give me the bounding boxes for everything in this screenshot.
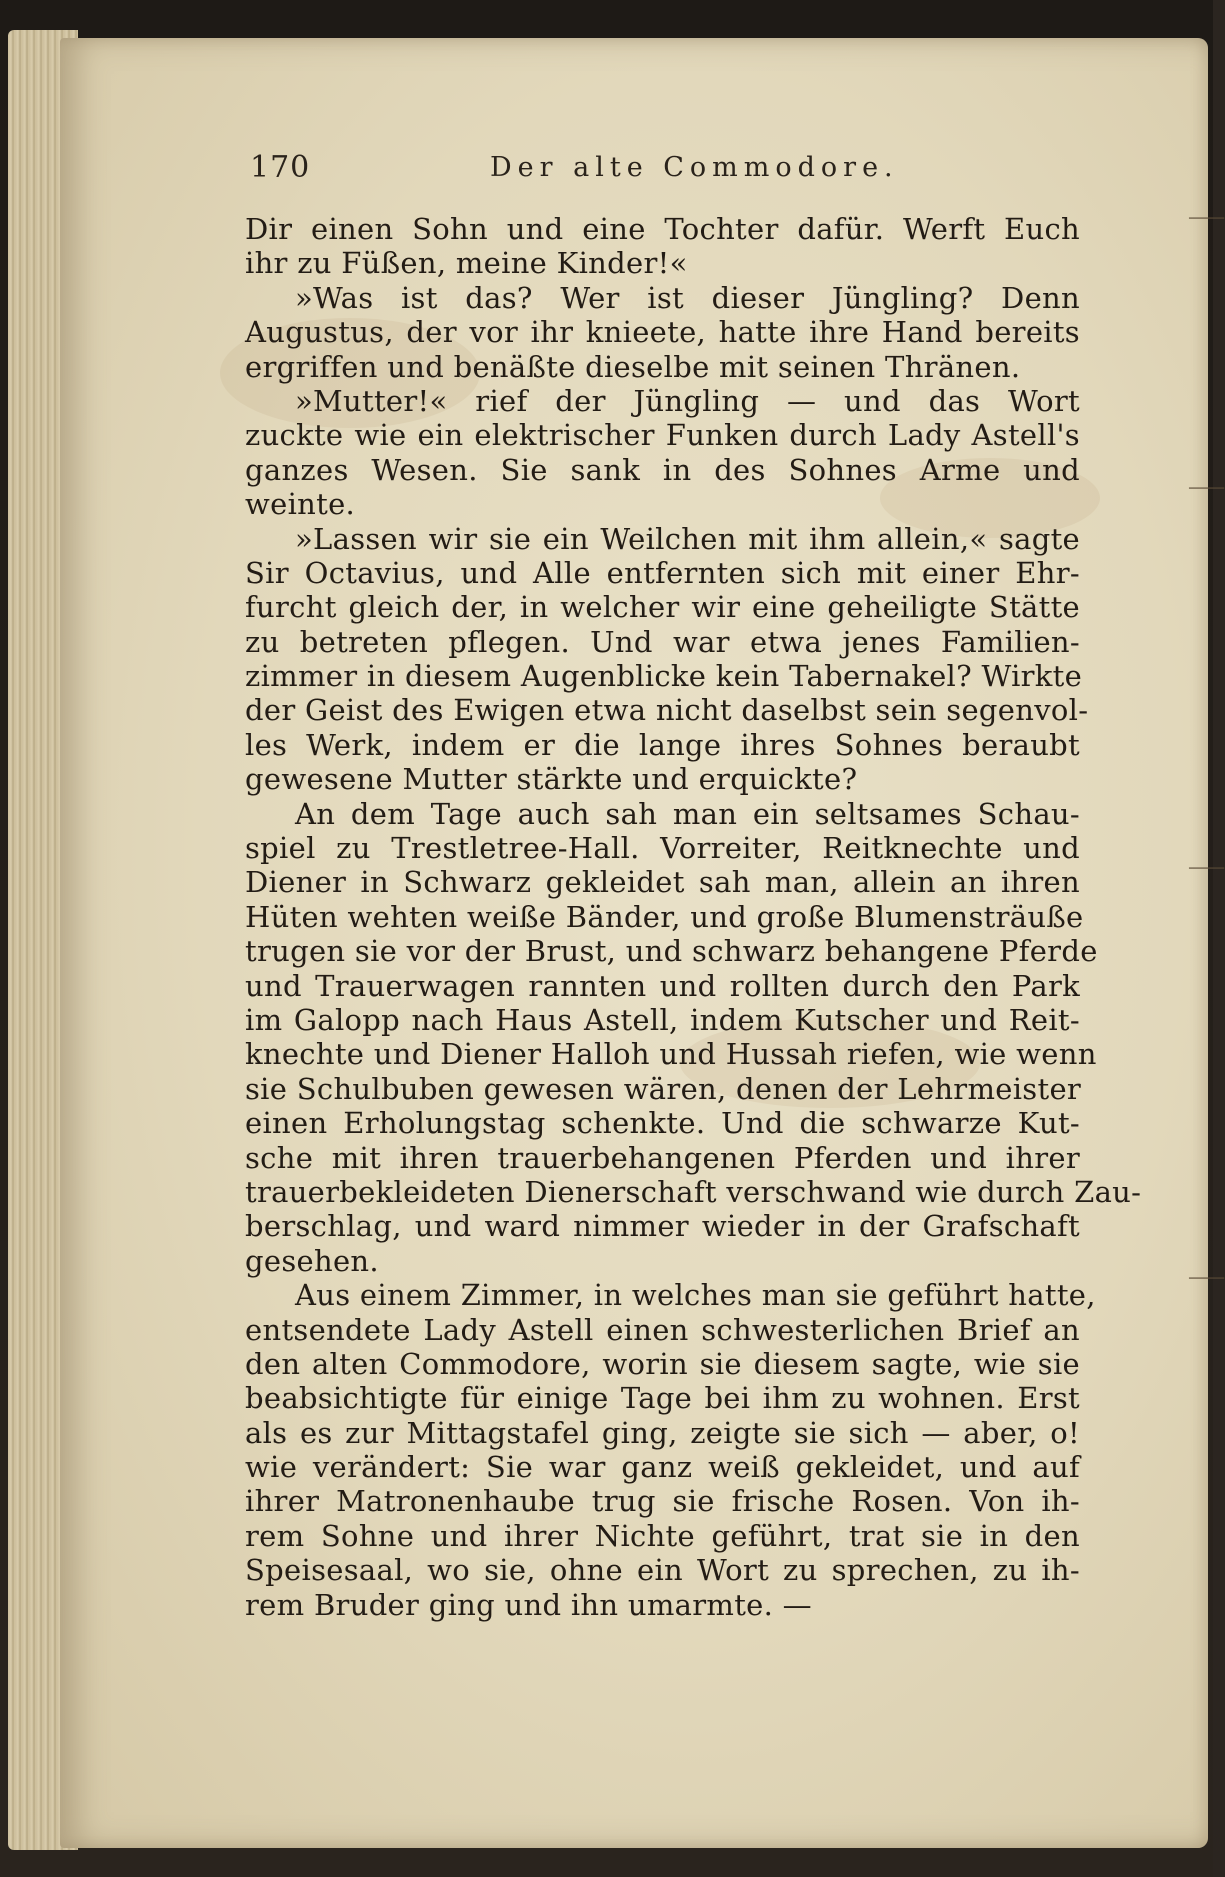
text-line: ergriffen und benäßte dieselbe mit seinen Thränen. (245, 349, 1021, 384)
running-title: Der alte Commodore. (490, 152, 899, 183)
text-line: knechte und Diener Halloh und Hussah riefen, wie wenn (245, 1037, 1097, 1072)
text-line: sche mit ihren trauerbehangenen Pferden und ihrer (245, 1140, 1080, 1175)
text-line: im Galopp nach Haus Astell, indem Kutscher und Reit- (245, 1002, 1080, 1037)
text-line: gewesene Mutter stärkte und erquickte? (245, 762, 858, 797)
text-line: ihrer Matronenhaube trug sie frische Rosen. Von ih- (245, 1484, 1080, 1519)
text-line: »Mutter!« rief der Jüngling — und das Wort (295, 383, 1080, 418)
text-line: Diener in Schwarz gekleidet sah man, allein an ihren (245, 865, 1080, 900)
text-line: der Geist des Ewigen etwa nicht daselbst sein segenvol- (245, 693, 1089, 728)
text-line: trauerbekleideten Dienerschaft verschwand wie durch Zau- (245, 1174, 1142, 1209)
text-line: den alten Commodore, worin sie diesem sagte, wie sie (245, 1346, 1080, 1381)
text-line: gesehen. (245, 1243, 379, 1278)
text-line: trugen sie vor der Brust, und schwarz behangene Pferde (245, 934, 1098, 969)
text-line: ihr zu Füßen, meine Kinder!« (245, 246, 688, 281)
text-line: wie verändert: Sie war ganz weiß gekleidet, und auf (245, 1450, 1080, 1485)
text-line: zimmer in diesem Augenblicke kein Tabernakel? Wirkte (245, 659, 1083, 694)
margin-mark: ⸺ (1188, 205, 1225, 230)
text-line: Dir einen Sohn und eine Tochter dafür. Werft Euch (245, 212, 1080, 246)
body-text (245, 212, 1142, 1622)
text-line: Augustus, der vor ihr knieete, hatte ihre Hand bereits (245, 315, 1080, 350)
text-line: als es zur Mittagstafel ging, zeigte sie sich — aber, o! (245, 1415, 1080, 1450)
text-line: zuckte wie ein elektrischer Funken durch Lady Astell's (245, 418, 1080, 453)
text-line: Speisesaal, wo sie, ohne ein Wort zu sprechen, zu ih- (245, 1553, 1080, 1588)
margin-mark: ⸺ (1188, 1265, 1225, 1290)
text-line: sie Schulbuben gewesen wären, denen der Lehrmeister (245, 1071, 1082, 1106)
text-line: ganzes Wesen. Sie sank in des Sohnes Arme und (245, 452, 1080, 487)
text-line: rem Sohne und ihrer Nichte geführt, trat sie in den (245, 1518, 1080, 1553)
text-line: »Lassen wir sie ein Weilchen mit ihm allein,« sagte (295, 521, 1080, 556)
text-line: beabsichtigte für einige Tage bei ihm zu wohnen. Erst (245, 1381, 1080, 1416)
margin-mark: ⸺ (1188, 855, 1225, 880)
text-line: berschlag, und ward nimmer wieder in der Grafschaft (245, 1209, 1080, 1244)
page-header (250, 150, 1100, 190)
page-number: 170 (250, 150, 311, 185)
text-line: Hüten wehten weiße Bänder, und große Blumensträuße (245, 899, 1084, 934)
text-line: Aus einem Zimmer, in welches man sie geführt hatte, (295, 1278, 1096, 1313)
text-line: furcht gleich der, in welcher wir eine geheiligte Stätte (245, 590, 1080, 625)
text-line: »Was ist das? Wer ist dieser Jüngling? Denn (295, 280, 1080, 315)
text-line: spiel zu Trestletree-Hall. Vorreiter, Reitknechte und (245, 831, 1080, 866)
text-line: An dem Tage auch sah man ein seltsames Schau- (295, 796, 1080, 831)
text-line: rem Bruder ging und ihn umarmte. — (245, 1587, 812, 1622)
text-line: zu betreten pflegen. Und war etwa jenes Familien- (245, 624, 1080, 659)
margin-mark: ⸺ (1188, 475, 1225, 500)
text-line: les Werk, indem er die lange ihres Sohnes beraubt (245, 727, 1080, 762)
text-line: Sir Octavius, und Alle entfernten sich mit einer Ehr- (245, 555, 1080, 590)
text-line: weinte. (245, 487, 356, 522)
text-line: und Trauerwagen rannten und rollten durch den Park (245, 968, 1080, 1003)
text-line: entsendete Lady Astell einen schwesterlichen Brief an (245, 1312, 1080, 1347)
text-line: einen Erholungstag schenkte. Und die schwarze Kut- (245, 1106, 1080, 1141)
